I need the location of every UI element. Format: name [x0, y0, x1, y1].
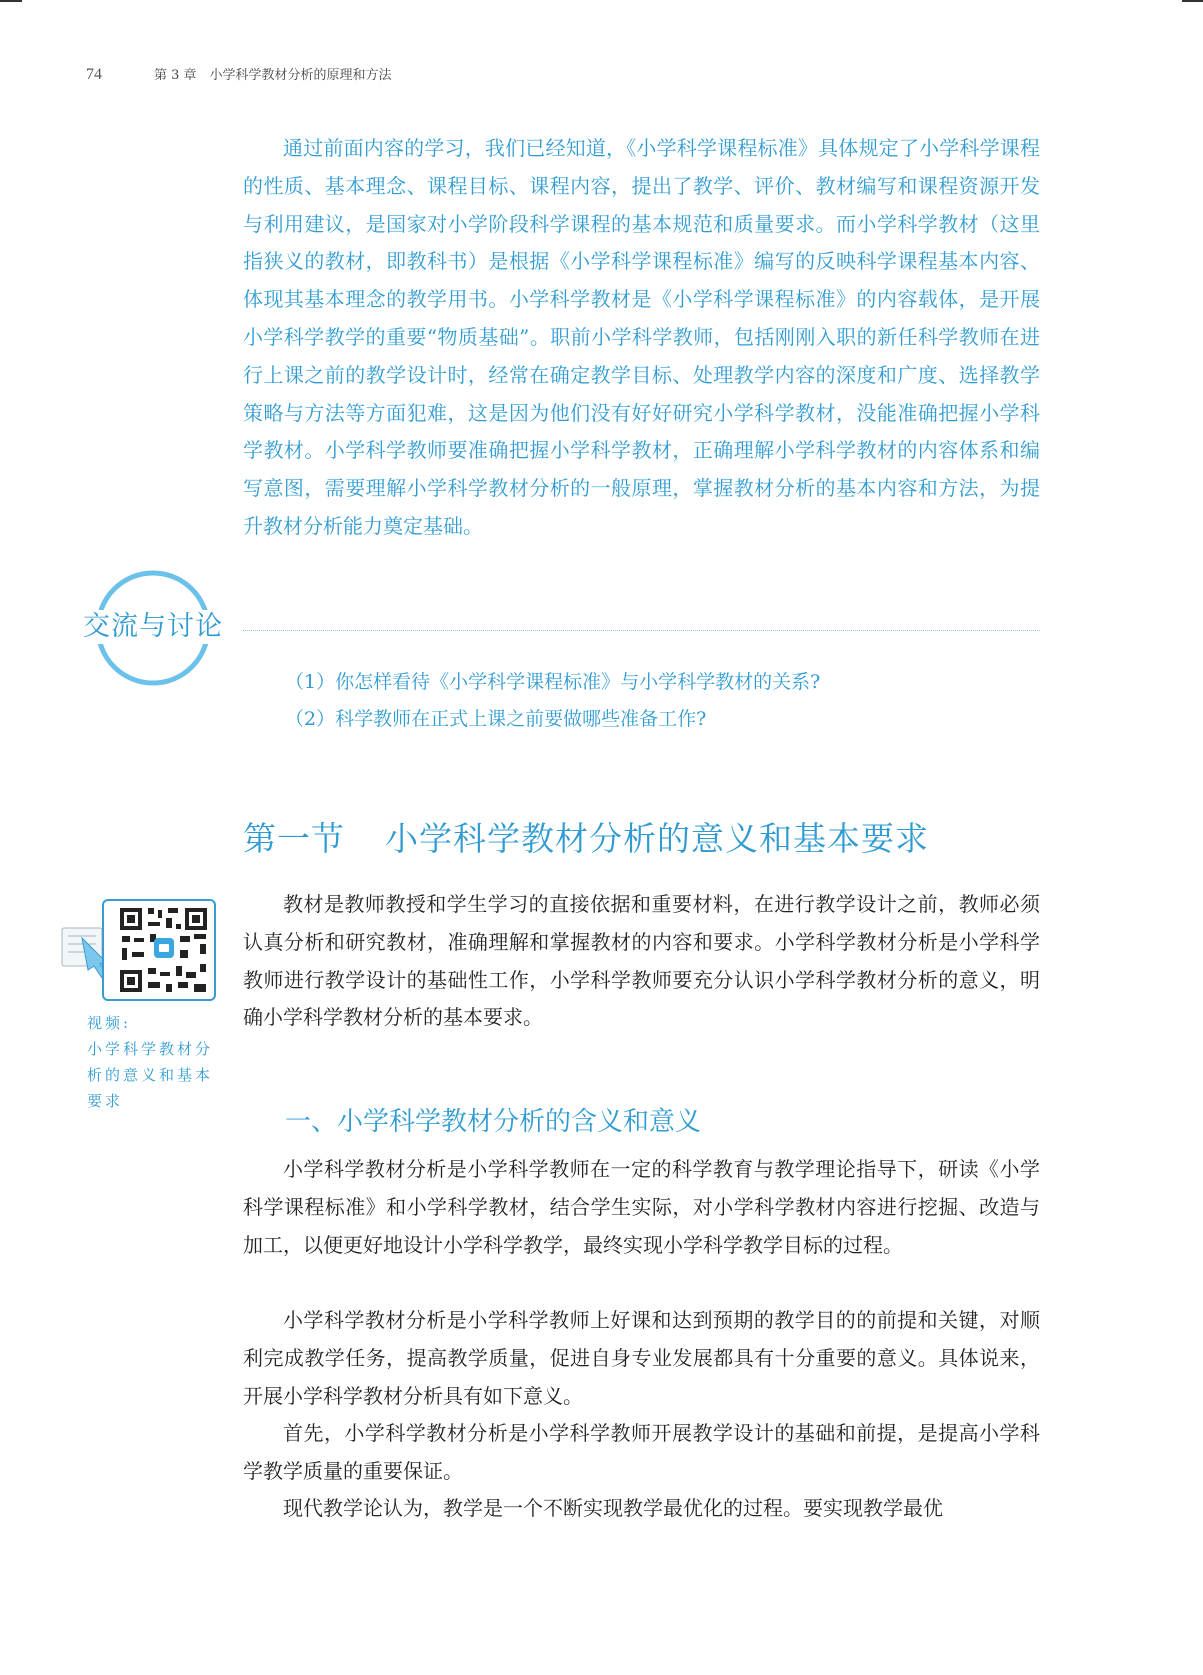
- crop-mark-left: [0, 0, 22, 2]
- discussion-question-1: （1）你怎样看待《小学科学课程标准》与小学科学教材的关系?: [285, 671, 821, 693]
- qr-code-icon: [60, 898, 220, 1004]
- page-number: 74: [86, 66, 102, 83]
- discussion-question-2: （2）科学教师在正式上课之前要做哪些准备工作?: [285, 708, 707, 730]
- discussion-badge: [80, 566, 226, 690]
- video-caption-label: 视频:: [87, 1014, 132, 1032]
- body-paragraph-3: 首先，小学科学教材分析是小学科学教师开展教学设计的基础和前提，是提高小学科学教学质量的重要保证。: [243, 1421, 1040, 1483]
- discussion-title: 交流与讨论: [80, 610, 226, 644]
- crop-mark-right: [1182, 0, 1203, 2]
- section-paragraph: 教材是教师教授和学生学习的直接依据和重要材料，在进行教学设计之前，教师必须认真分析和研究教材，准确理解和掌握教材的内容和要求。小学科学教材分析是小学科学教师进行教学设计的基础性工作，小学科学教师要充分认识小学科学教材分析的意义，明确小学科学教材分析的基本要求。: [243, 892, 1040, 1030]
- body-paragraph-1: 小学科学教材分析是小学科学教师在一定的科学教育与教学理论指导下，研读《小学科学课程标准》和小学科学教材，结合学生实际，对小学科学教材内容进行挖掘、改造与加工，以便更好地设计小学科学教学，最终实现小学科学教学目标的过程。: [243, 1157, 1040, 1257]
- video-qr-code[interactable]: [60, 898, 220, 1004]
- running-header: [86, 64, 392, 84]
- chapter-title: 第 3 章 小学科学教材分析的原理和方法: [154, 68, 392, 83]
- section-title: 小学科学教材分析的意义和基本要求: [385, 819, 929, 858]
- subsection-heading: 一、小学科学教材分析的含义和意义: [285, 1107, 702, 1137]
- body-paragraph-4: 现代教学论认为，教学是一个不断实现教学最优化的过程。要实现教学最优: [283, 1496, 943, 1520]
- section-number: 第一节: [243, 819, 345, 858]
- section-heading: [243, 813, 929, 860]
- video-caption-title: 小学科学教材分析的意义和基本要求: [87, 1040, 214, 1110]
- body-paragraph-2: 小学科学教材分析是小学科学教师上好课和达到预期的教学目的的前提和关键，对顺利完成教学任务，提高教学质量，促进自身专业发展都具有十分重要的意义。具体说来，开展小学科学教材分析具有如下意义。: [243, 1308, 1040, 1408]
- intro-paragraph: 通过前面内容的学习，我们已经知道，《小学科学课程标准》具体规定了小学科学课程的性质、基本理念、课程目标、课程内容，提出了教学、评价、教材编写和课程资源开发与利用建议，是国家对小学阶段科学课程的基本规范和质量要求。而小学科学教材（这里指狭义的教材，即教科书）是根据《小学科学课程标准》编写的反映科学课程基本内容、体现其基本理念的教学用书。小学科学教材是《小学科学课程标准》的内容载体，是开展小学科学教学的重要“物质基础”。职前小学科学教师，包括刚刚入职的新任科学教师在进行上课之前的教学设计时，经常在确定教学目标、处理教学内容的深度和广度、选择教学策略与方法等方面犯难，这是因为他们没有好好研究小学科学教材，没能准确把握小学科学教材。小学科学教师要准确把握小学科学教材，正确理解小学科学教材的内容体系和编写意图，需要理解小学科学教材分析的一般原理，掌握教材分析的基本内容和方法，为提升教材分析能力奠定基础。: [243, 136, 1040, 538]
- discussion-divider: [243, 630, 1040, 631]
- video-caption: [87, 1010, 227, 1114]
